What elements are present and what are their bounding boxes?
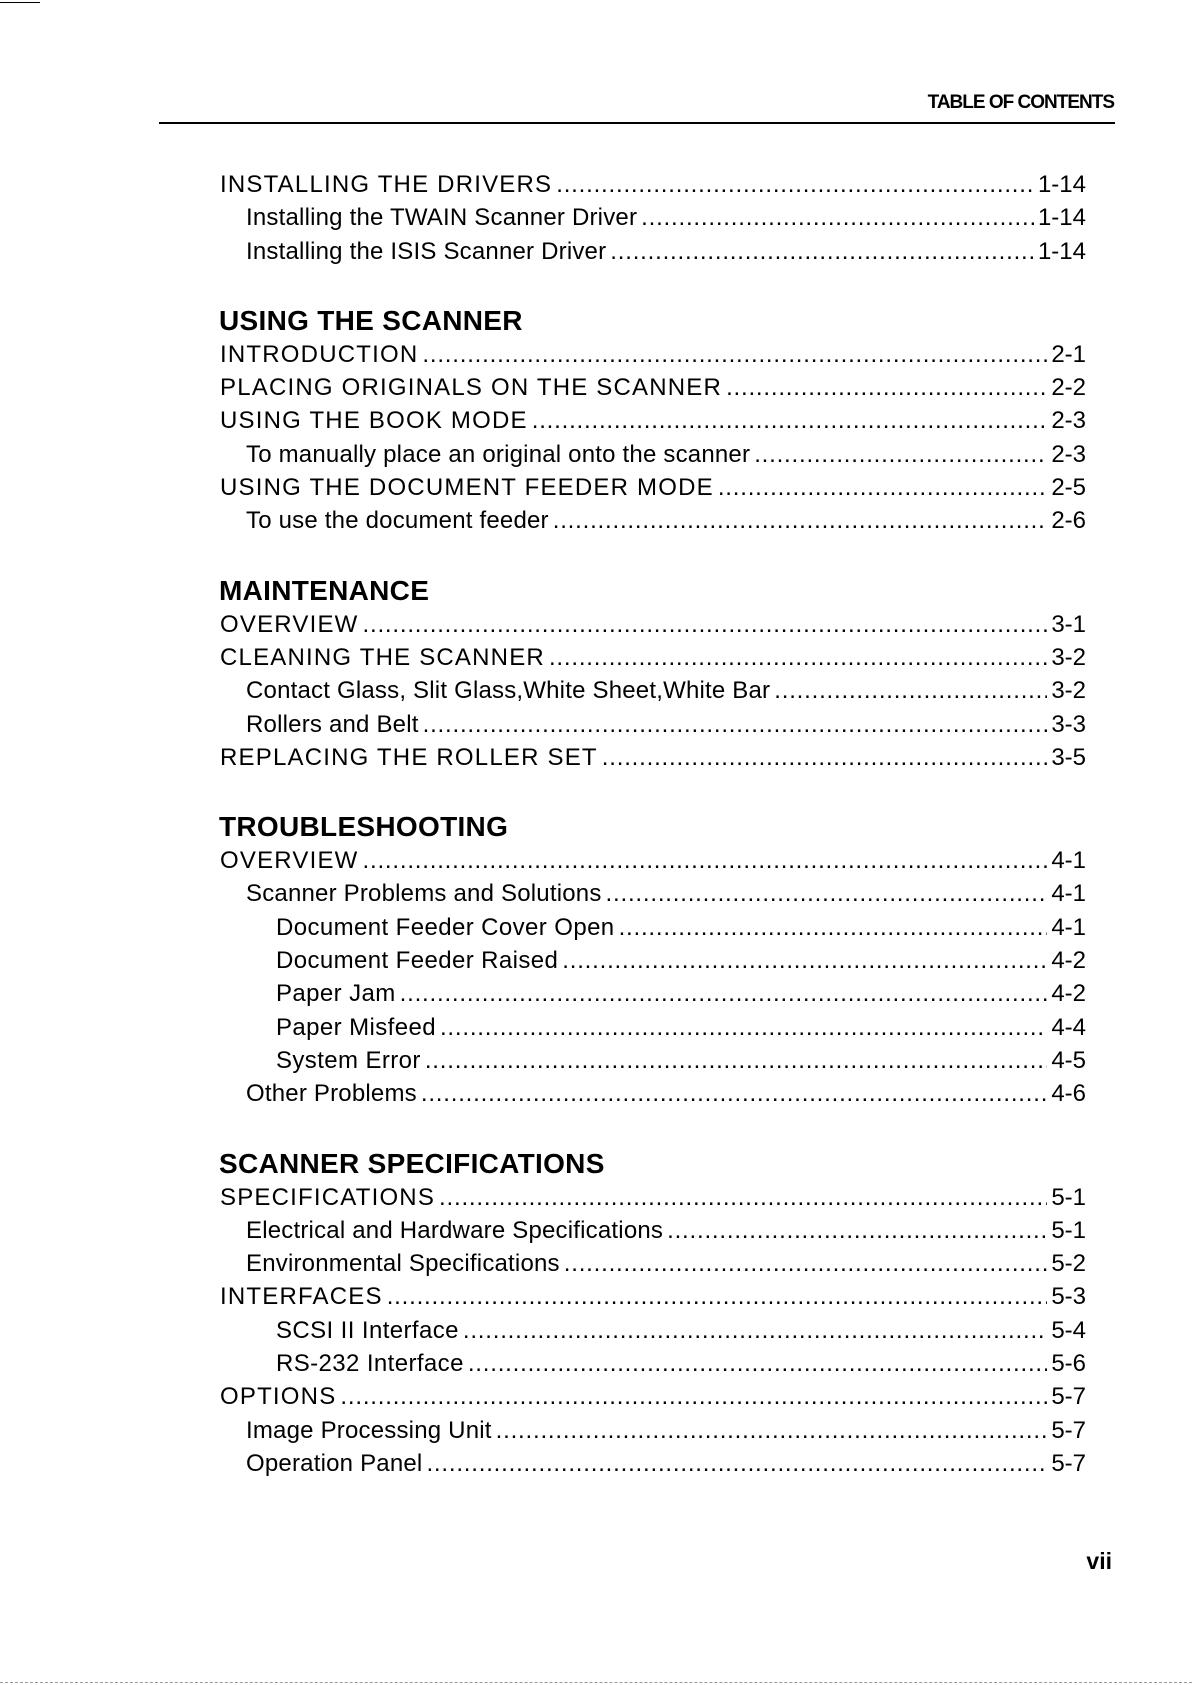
toc-entry[interactable] [220,1314,1086,1347]
toc-entry[interactable] [220,1380,1086,1413]
toc-entry-title: INTERFACES [220,1283,383,1311]
dot-leader [606,877,1048,910]
toc-entry[interactable] [220,1280,1086,1313]
toc-entry-title: Scanner Problems and Solutions [246,880,602,908]
dot-leader [421,1077,1047,1110]
corner-crop-mark [0,2,40,3]
section-title: USING THE SCANNER [219,304,523,336]
dot-leader [440,1011,1047,1044]
toc-entry[interactable] [220,504,1086,537]
toc-entry[interactable] [220,641,1086,674]
toc-entry-title: PLACING ORIGINALS ON THE SCANNER [220,374,723,402]
toc-entry-page: 4-2 [1051,947,1086,975]
toc-entry-title: SPECIFICATIONS [220,1183,436,1211]
toc-entry-page: 4-1 [1051,847,1086,875]
toc-entry-title: To use the document feeder [246,507,549,535]
dot-leader [564,1247,1048,1280]
dot-leader [556,168,1034,201]
toc-entry-page: 3-2 [1051,643,1086,671]
toc-entry-title: INSTALLING THE DRIVERS [220,171,553,198]
dot-leader [387,1280,1048,1313]
toc-entry-page: 4-1 [1051,880,1086,908]
header-rule [159,122,1115,124]
toc-entry-page: 5-1 [1051,1216,1086,1244]
toc-entry[interactable] [220,674,1086,707]
toc-section [220,1147,1086,1481]
toc-entry-page: 1-14 [1037,204,1086,232]
toc-entry-page: 4-6 [1051,1080,1086,1108]
toc-entry-title: USING THE BOOK MODE [220,407,528,435]
toc-entry[interactable] [220,708,1086,741]
toc-entry[interactable] [220,338,1086,371]
toc-entry[interactable] [220,1181,1086,1214]
toc-entry[interactable] [220,1414,1086,1447]
toc-entry-title: Installing the ISIS Scanner Driver [246,237,607,265]
dot-leader [340,1380,1047,1413]
toc-entry-title: To manually place an original onto the scanner [246,440,751,468]
table-of-contents [220,168,1086,1480]
toc-entry-page: 5-6 [1051,1350,1086,1378]
dot-leader [553,504,1048,537]
toc-entry-title: CLEANING THE SCANNER [220,643,545,671]
toc-entry[interactable] [220,741,1086,774]
dot-leader [468,1347,1047,1380]
toc-entry-page: 3-2 [1051,677,1086,705]
toc-entry[interactable] [220,201,1086,234]
dot-leader [363,844,1048,877]
toc-entry-title: RS-232 Interface [276,1350,464,1378]
toc-entry[interactable] [220,471,1086,504]
dot-leader [667,1214,1047,1247]
toc-entry-title: OVERVIEW [220,847,359,875]
toc-entry-title: Document Feeder Cover Open [276,913,615,941]
toc-entry-page: 3-1 [1051,610,1086,638]
toc-entry-page: 1-14 [1037,237,1086,265]
toc-entry[interactable] [220,168,1086,201]
dot-leader [641,201,1034,234]
toc-entry-title: Electrical and Hardware Specifications [246,1216,664,1244]
toc-entry-page: 5-3 [1051,1283,1086,1311]
toc-entry-title: USING THE DOCUMENT FEEDER MODE [220,474,714,502]
dot-leader [562,944,1047,977]
toc-entry-page: 5-7 [1051,1449,1086,1477]
dot-leader [363,608,1048,641]
dot-leader [496,1414,1048,1447]
toc-entry-title: INTRODUCTION [220,340,419,368]
section-title: TROUBLESHOOTING [219,811,509,843]
dot-leader [426,1447,1047,1480]
toc-entry-page: 4-5 [1051,1046,1086,1074]
toc-entry-page: 5-2 [1051,1250,1086,1278]
toc-entry[interactable] [220,438,1086,471]
dot-leader [602,741,1048,774]
toc-section [220,810,1086,1110]
toc-entry-page: 3-3 [1051,710,1086,738]
toc-entry[interactable] [220,1247,1086,1280]
toc-section [220,574,1086,774]
toc-entry[interactable] [220,844,1086,877]
dot-leader [425,1044,1047,1077]
toc-entry-page: 4-4 [1051,1013,1086,1041]
dot-leader [422,338,1047,371]
toc-entry[interactable] [220,1447,1086,1480]
running-head: TABLE OF CONTENTS [927,92,1114,113]
toc-entry-page: 3-5 [1051,743,1086,771]
toc-entry-title: Operation Panel [246,1449,423,1477]
toc-entry[interactable] [220,1214,1086,1247]
dot-leader [610,235,1034,268]
toc-entry-page: 2-2 [1051,374,1086,402]
dot-leader [726,371,1047,404]
toc-entry-title: Image Processing Unit [246,1416,492,1444]
toc-entry[interactable] [220,977,1086,1010]
dot-leader [549,641,1047,674]
toc-entry-page: 1-14 [1037,171,1086,198]
toc-section [220,168,1086,268]
section-title: MAINTENANCE [219,574,430,606]
dot-leader [400,977,1048,1010]
toc-entry-title: SCSI II Interface [276,1316,459,1344]
toc-entry-title: Document Feeder Raised [276,947,559,975]
page-bottom-edge [0,1682,1192,1683]
toc-entry[interactable] [220,235,1086,268]
toc-entry-page: 2-3 [1051,440,1086,468]
toc-entry-title: Paper Jam [276,980,396,1008]
toc-entry-page: 5-7 [1051,1383,1086,1411]
toc-entry[interactable] [220,1044,1086,1077]
toc-entry-page: 2-6 [1051,507,1086,535]
toc-entry-page: 5-4 [1051,1316,1086,1344]
toc-entry-page: 5-1 [1051,1183,1086,1211]
dot-leader [754,438,1047,471]
toc-entry[interactable] [220,608,1086,641]
toc-entry-title: Other Problems [246,1080,417,1108]
toc-entry-title: Environmental Specifications [246,1250,560,1278]
toc-section [220,304,1086,538]
toc-entry-title: Contact Glass, Slit Glass,White Sheet,White Bar [246,677,771,705]
toc-entry-title: REPLACING THE ROLLER SET [220,743,598,771]
toc-entry-page: 2-3 [1051,407,1086,435]
dot-leader [463,1314,1047,1347]
toc-entry-page: 4-1 [1051,913,1086,941]
toc-entry-page: 5-7 [1051,1416,1086,1444]
dot-leader [423,708,1048,741]
toc-entry[interactable] [220,944,1086,977]
toc-entry[interactable] [220,404,1086,437]
toc-entry[interactable] [220,877,1086,910]
toc-entry[interactable] [220,1347,1086,1380]
toc-entry-title: OVERVIEW [220,610,359,638]
toc-entry-title: Paper Misfeed [276,1013,436,1041]
toc-entry-page: 4-2 [1051,980,1086,1008]
toc-entry[interactable] [220,911,1086,944]
dot-leader [532,404,1048,437]
toc-entry-title: Installing the TWAIN Scanner Driver [246,204,638,232]
toc-entry-title: OPTIONS [220,1383,337,1411]
dot-leader [619,911,1048,944]
toc-entry-page: 2-1 [1051,340,1086,368]
toc-entry-title: Rollers and Belt [246,710,419,738]
dot-leader [718,471,1047,504]
toc-entry[interactable] [220,1077,1086,1110]
page-number: vii [1086,1548,1112,1574]
toc-entry-page: 2-5 [1051,474,1086,502]
toc-entry-title: System Error [276,1046,421,1074]
toc-entry[interactable] [220,1011,1086,1044]
dot-leader [439,1181,1047,1214]
section-title: SCANNER SPECIFICATIONS [219,1147,605,1179]
dot-leader [774,674,1047,707]
toc-entry[interactable] [220,371,1086,404]
